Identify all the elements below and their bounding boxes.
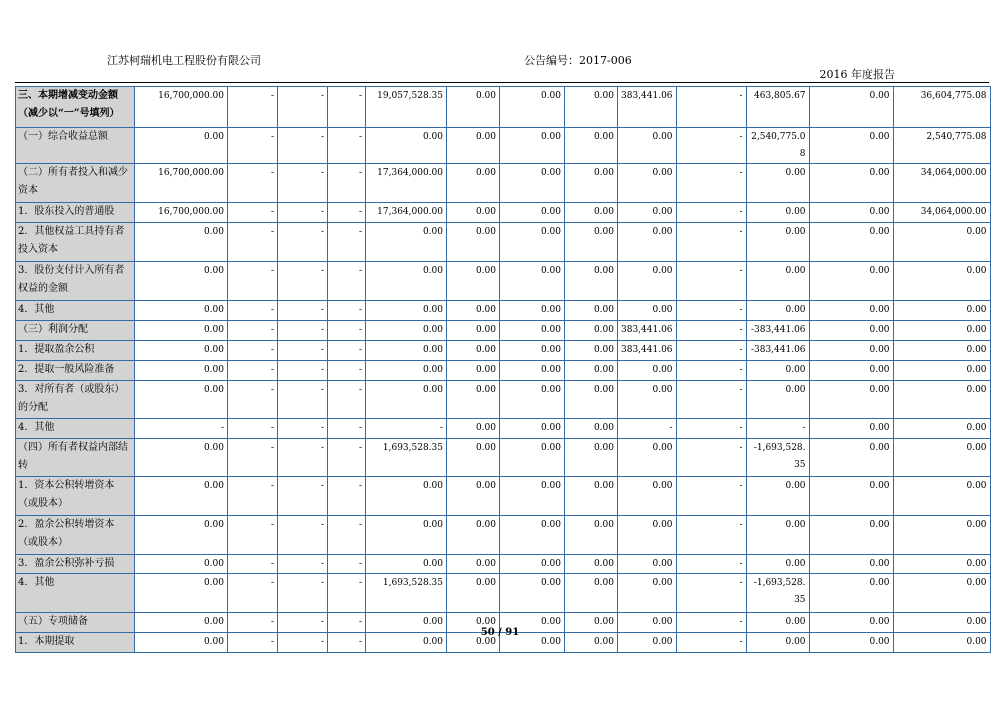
table-cell: - <box>676 381 746 419</box>
table-cell: - <box>228 341 278 361</box>
table-cell: 0.00 <box>135 223 228 262</box>
table-cell: - <box>676 361 746 381</box>
table-cell: 0.00 <box>565 128 618 164</box>
table-cell: 0.00 <box>893 516 990 555</box>
table-cell: - <box>278 321 328 341</box>
table-cell: - <box>676 555 746 574</box>
table-cell: 0.00 <box>746 361 809 381</box>
table-cell: 0.00 <box>809 203 893 223</box>
table-cell: - <box>328 341 366 361</box>
table-cell: - <box>676 477 746 516</box>
company-name: 江苏柯瑞机电工程股份有限公司 <box>107 54 261 67</box>
row-label: 1．提取盈余公积 <box>16 341 135 361</box>
table-cell: - <box>328 613 366 633</box>
table-cell: - <box>228 87 278 128</box>
table-cell: - <box>278 633 328 653</box>
table-cell: 0.00 <box>565 439 618 477</box>
table-cell: - <box>676 223 746 262</box>
row-label: 4．其他 <box>16 419 135 439</box>
table-cell: 0.00 <box>447 555 500 574</box>
table-cell: 0.00 <box>135 477 228 516</box>
table-cell: 0.00 <box>447 477 500 516</box>
table-cell: - <box>228 439 278 477</box>
table-cell: - <box>278 419 328 439</box>
table-cell: - <box>228 555 278 574</box>
table-cell: 0.00 <box>618 574 677 613</box>
table-cell: - <box>228 381 278 419</box>
table-cell: 0.00 <box>893 361 990 381</box>
table-cell: - <box>278 87 328 128</box>
row-label: 2．其他权益工具持有者投入资本 <box>16 223 135 262</box>
table-cell: 0.00 <box>366 633 447 653</box>
table-cell: 0.00 <box>893 419 990 439</box>
table-cell: 0.00 <box>893 301 990 321</box>
table-cell: - <box>228 262 278 301</box>
table-cell: 0.00 <box>500 87 565 128</box>
table-cell: 0.00 <box>893 262 990 301</box>
table-cell: 0.00 <box>746 164 809 203</box>
table-cell: 1,693,528.35 <box>366 439 447 477</box>
table-cell: - <box>676 87 746 128</box>
table-cell: - <box>228 477 278 516</box>
table-row <box>16 419 991 439</box>
table-cell: 0.00 <box>135 341 228 361</box>
header-rule <box>15 82 989 83</box>
table-cell: 0.00 <box>618 223 677 262</box>
table-cell: 16,700,000.00 <box>135 203 228 223</box>
table-cell: 0.00 <box>447 516 500 555</box>
table-cell: - <box>676 419 746 439</box>
table-row <box>16 381 991 419</box>
table-cell: - <box>228 633 278 653</box>
row-label: （三）利润分配 <box>16 321 135 341</box>
table-cell: 0.00 <box>366 223 447 262</box>
table-cell: - <box>278 361 328 381</box>
table-cell: - <box>676 262 746 301</box>
table-cell: 0.00 <box>809 477 893 516</box>
table-cell: 0.00 <box>447 613 500 633</box>
table-cell: 2,540,775.08 <box>746 128 809 164</box>
table-cell: - <box>278 477 328 516</box>
table-cell: 0.00 <box>135 262 228 301</box>
table-cell: - <box>328 574 366 613</box>
table-cell: 0.00 <box>135 321 228 341</box>
table-cell: 0.00 <box>809 555 893 574</box>
table-cell: - <box>676 203 746 223</box>
table-cell: 0.00 <box>618 439 677 477</box>
table-cell: 36,604,775.08 <box>893 87 990 128</box>
table-cell: 0.00 <box>565 341 618 361</box>
table-cell: 0.00 <box>135 439 228 477</box>
table-cell: 0.00 <box>565 613 618 633</box>
table-cell: - <box>228 301 278 321</box>
table-cell: 0.00 <box>366 381 447 419</box>
table-cell: 19,057,528.35 <box>366 87 447 128</box>
table-cell: 0.00 <box>500 555 565 574</box>
table-cell: - <box>328 223 366 262</box>
row-label: （一）综合收益总额 <box>16 128 135 164</box>
table-cell: 0.00 <box>809 164 893 203</box>
table-cell: 0.00 <box>809 321 893 341</box>
table-cell: 0.00 <box>618 555 677 574</box>
table-cell: 0.00 <box>809 574 893 613</box>
table-row <box>16 555 991 574</box>
table-cell: 0.00 <box>135 633 228 653</box>
table-cell: 1,693,528.35 <box>366 574 447 613</box>
table-cell: - <box>278 164 328 203</box>
table-cell: 0.00 <box>746 477 809 516</box>
table-row <box>16 87 991 128</box>
table-cell: - <box>228 164 278 203</box>
row-label: （五）专项储备 <box>16 613 135 633</box>
table-row <box>16 574 991 613</box>
table-cell: 0.00 <box>500 439 565 477</box>
table-row <box>16 301 991 321</box>
table-cell: 0.00 <box>809 516 893 555</box>
table-cell: 0.00 <box>447 262 500 301</box>
table-cell: - <box>228 321 278 341</box>
table-cell: 0.00 <box>366 516 447 555</box>
table-row <box>16 477 991 516</box>
row-label: 3．股份支付计入所有者权益的金额 <box>16 262 135 301</box>
table-cell: 0.00 <box>447 223 500 262</box>
table-cell: 0.00 <box>366 128 447 164</box>
table-cell: - <box>278 301 328 321</box>
notice-number: 公告编号：2017-006 <box>524 54 632 67</box>
table-cell: - <box>278 341 328 361</box>
table-cell: 0.00 <box>500 203 565 223</box>
table-cell: 0.00 <box>447 633 500 653</box>
table-cell: 0.00 <box>366 321 447 341</box>
table-cell: 0.00 <box>809 341 893 361</box>
table-cell: 0.00 <box>500 301 565 321</box>
table-cell: - <box>278 555 328 574</box>
table-cell: 0.00 <box>447 87 500 128</box>
table-cell: - <box>228 613 278 633</box>
table-cell: - <box>228 203 278 223</box>
table-cell: - <box>278 574 328 613</box>
table-cell: - <box>328 87 366 128</box>
table-cell: - <box>676 574 746 613</box>
table-cell: 17,364,000.00 <box>366 164 447 203</box>
table-cell: - <box>676 613 746 633</box>
table-cell: 0.00 <box>447 128 500 164</box>
table-cell: 0.00 <box>447 341 500 361</box>
table-cell: 0.00 <box>366 613 447 633</box>
table-row <box>16 262 991 301</box>
table-cell: 34,064,000.00 <box>893 203 990 223</box>
table-cell: 0.00 <box>746 301 809 321</box>
table-cell: - <box>328 477 366 516</box>
table-cell: - <box>278 203 328 223</box>
table-cell: 0.00 <box>565 381 618 419</box>
table-cell: 0.00 <box>618 516 677 555</box>
table-cell: 0.00 <box>366 262 447 301</box>
table-cell: 0.00 <box>618 301 677 321</box>
table-cell: 0.00 <box>618 613 677 633</box>
table-cell: 0.00 <box>565 555 618 574</box>
row-label: 4．其他 <box>16 574 135 613</box>
table-cell: 0.00 <box>809 381 893 419</box>
table-cell: - <box>328 164 366 203</box>
table-cell: 0.00 <box>500 477 565 516</box>
table-cell: 0.00 <box>746 613 809 633</box>
table-cell: 0.00 <box>135 128 228 164</box>
table-cell: 0.00 <box>447 301 500 321</box>
table-cell: 0.00 <box>893 555 990 574</box>
table-row <box>16 164 991 203</box>
table-cell: - <box>328 633 366 653</box>
row-label: 1．资本公积转增资本（或股本） <box>16 477 135 516</box>
table-cell: - <box>228 128 278 164</box>
table-cell: - <box>676 516 746 555</box>
row-label: （二）所有者投入和减少资本 <box>16 164 135 203</box>
table-cell: - <box>278 128 328 164</box>
table-cell: 0.00 <box>135 381 228 419</box>
table-cell: - <box>278 262 328 301</box>
table-cell: 0.00 <box>893 439 990 477</box>
table-cell: 0.00 <box>746 555 809 574</box>
table-cell: 0.00 <box>366 301 447 321</box>
table-cell: 0.00 <box>500 223 565 262</box>
table-cell: 0.00 <box>500 262 565 301</box>
row-label: 2．提取一般风险准备 <box>16 361 135 381</box>
equity-changes-table <box>15 86 991 653</box>
table-cell: - <box>328 419 366 439</box>
table-cell: - <box>328 381 366 419</box>
table-cell: 34,064,000.00 <box>893 164 990 203</box>
table-cell: - <box>676 164 746 203</box>
table-cell: 16,700,000.00 <box>135 87 228 128</box>
table-cell: - <box>618 419 677 439</box>
table-cell: 0.00 <box>500 516 565 555</box>
table-cell: 0.00 <box>565 516 618 555</box>
table-cell: 0.00 <box>746 516 809 555</box>
table-cell: 0.00 <box>618 262 677 301</box>
table-cell: 0.00 <box>809 361 893 381</box>
table-cell: 0.00 <box>809 128 893 164</box>
table-cell: 0.00 <box>893 633 990 653</box>
row-label: 3．对所有者（或股东）的分配 <box>16 381 135 419</box>
row-label: （四）所有者权益内部结转 <box>16 439 135 477</box>
report-title: 2016 年度报告 <box>819 68 895 81</box>
table-cell: - <box>328 516 366 555</box>
table-cell: 0.00 <box>135 574 228 613</box>
table-cell: 0.00 <box>366 341 447 361</box>
row-label: 2．盈余公积转增资本（或股本） <box>16 516 135 555</box>
table-cell: 0.00 <box>500 574 565 613</box>
table-cell: 383,441.06 <box>618 321 677 341</box>
table-cell: 0.00 <box>447 419 500 439</box>
table-row <box>16 203 991 223</box>
table-cell: 0.00 <box>500 341 565 361</box>
table-cell: - <box>278 439 328 477</box>
table-cell: 0.00 <box>618 477 677 516</box>
table-cell: 0.00 <box>565 223 618 262</box>
table-cell: 0.00 <box>565 301 618 321</box>
table-cell: 0.00 <box>447 203 500 223</box>
table-cell: - <box>278 223 328 262</box>
table-cell: - <box>676 321 746 341</box>
table-cell: 16,700,000.00 <box>135 164 228 203</box>
table-cell: 0.00 <box>893 574 990 613</box>
table-cell: 0.00 <box>746 262 809 301</box>
row-label: 1．本期提取 <box>16 633 135 653</box>
table-cell: 0.00 <box>447 381 500 419</box>
table-row <box>16 341 991 361</box>
table-cell: 0.00 <box>500 633 565 653</box>
table-cell: - <box>328 439 366 477</box>
table-cell: 0.00 <box>135 555 228 574</box>
table-cell: 0.00 <box>500 613 565 633</box>
table-cell: 0.00 <box>893 223 990 262</box>
table-cell: 0.00 <box>893 341 990 361</box>
page-number: 50 / 91 <box>480 627 520 638</box>
table-cell: - <box>676 128 746 164</box>
table-cell: 0.00 <box>809 419 893 439</box>
table-cell: - <box>328 555 366 574</box>
table-cell: - <box>228 361 278 381</box>
table-cell: - <box>228 223 278 262</box>
table-cell: - <box>676 301 746 321</box>
table-row <box>16 128 991 164</box>
table-cell: 0.00 <box>135 613 228 633</box>
table-cell: -383,441.06 <box>746 321 809 341</box>
table-cell: - <box>228 516 278 555</box>
table-cell: - <box>278 381 328 419</box>
table-cell: 0.00 <box>618 381 677 419</box>
row-label: 3．盈余公积弥补亏损 <box>16 555 135 574</box>
table-cell: 0.00 <box>809 301 893 321</box>
table-cell: 0.00 <box>447 321 500 341</box>
table-cell: - <box>135 419 228 439</box>
table-cell: 0.00 <box>366 361 447 381</box>
table-cell: -1,693,528.35 <box>746 439 809 477</box>
table-cell: - <box>676 439 746 477</box>
table-cell: 0.00 <box>618 633 677 653</box>
table-cell: 0.00 <box>447 439 500 477</box>
table-cell: - <box>328 203 366 223</box>
table-cell: 0.00 <box>135 301 228 321</box>
table-cell: - <box>328 262 366 301</box>
table-cell: - <box>328 321 366 341</box>
table-cell: 0.00 <box>809 439 893 477</box>
table-cell: 0.00 <box>565 203 618 223</box>
table-cell: 0.00 <box>565 419 618 439</box>
table-cell: 0.00 <box>893 381 990 419</box>
table-cell: 0.00 <box>893 321 990 341</box>
row-label: 1．股东投入的普通股 <box>16 203 135 223</box>
table-cell: 0.00 <box>366 555 447 574</box>
table-cell: - <box>228 574 278 613</box>
table-cell: 0.00 <box>500 128 565 164</box>
table-cell: 0.00 <box>618 128 677 164</box>
table-cell: 0.00 <box>500 419 565 439</box>
table-cell: - <box>328 128 366 164</box>
table-cell: 0.00 <box>809 87 893 128</box>
table-row <box>16 321 991 341</box>
table-cell: - <box>676 341 746 361</box>
table-cell: 0.00 <box>135 361 228 381</box>
table-cell: 0.00 <box>366 477 447 516</box>
table-cell: - <box>328 361 366 381</box>
table-cell: 0.00 <box>500 381 565 419</box>
table-cell: -383,441.06 <box>746 341 809 361</box>
table-cell: 0.00 <box>565 262 618 301</box>
table-cell: 0.00 <box>447 574 500 613</box>
table-cell: 0.00 <box>565 164 618 203</box>
table-cell: 0.00 <box>809 613 893 633</box>
table-cell: 0.00 <box>565 477 618 516</box>
table-row <box>16 361 991 381</box>
table-cell: 0.00 <box>746 223 809 262</box>
table-cell: 0.00 <box>500 361 565 381</box>
table-cell: 383,441.06 <box>618 341 677 361</box>
table-cell: 0.00 <box>565 574 618 613</box>
table-cell: 463,805.67 <box>746 87 809 128</box>
table-cell: 0.00 <box>809 223 893 262</box>
table-cell: 0.00 <box>565 321 618 341</box>
table-cell: 0.00 <box>500 164 565 203</box>
table-cell: - <box>278 613 328 633</box>
table-cell: 383,441.06 <box>618 87 677 128</box>
table-cell: 0.00 <box>565 87 618 128</box>
table-cell: 0.00 <box>565 633 618 653</box>
table-cell: 0.00 <box>447 164 500 203</box>
table-cell: 17,364,000.00 <box>366 203 447 223</box>
row-label: 三、本期增减变动金额（减少以“一”号填列） <box>16 87 135 128</box>
table-cell: 0.00 <box>565 361 618 381</box>
table-cell: 0.00 <box>135 516 228 555</box>
table-cell: - <box>746 419 809 439</box>
table-cell: 0.00 <box>618 164 677 203</box>
table-cell: 0.00 <box>893 613 990 633</box>
table-cell: 0.00 <box>893 477 990 516</box>
row-label: 4．其他 <box>16 301 135 321</box>
table-cell: 0.00 <box>618 361 677 381</box>
table-cell: 0.00 <box>746 381 809 419</box>
table-cell: - <box>228 419 278 439</box>
table-cell: - <box>676 633 746 653</box>
table-row <box>16 439 991 477</box>
table-cell: 2,540,775.08 <box>893 128 990 164</box>
table-cell: 0.00 <box>746 203 809 223</box>
table-cell: 0.00 <box>809 262 893 301</box>
table-cell: 0.00 <box>746 633 809 653</box>
table-cell: -1,693,528.35 <box>746 574 809 613</box>
table-cell: 0.00 <box>809 633 893 653</box>
table-cell: 0.00 <box>500 321 565 341</box>
table-row <box>16 223 991 262</box>
table-cell: - <box>366 419 447 439</box>
table-cell: - <box>278 516 328 555</box>
table-cell: - <box>328 301 366 321</box>
table-row <box>16 516 991 555</box>
table-cell: 0.00 <box>618 203 677 223</box>
table-cell: 0.00 <box>447 361 500 381</box>
